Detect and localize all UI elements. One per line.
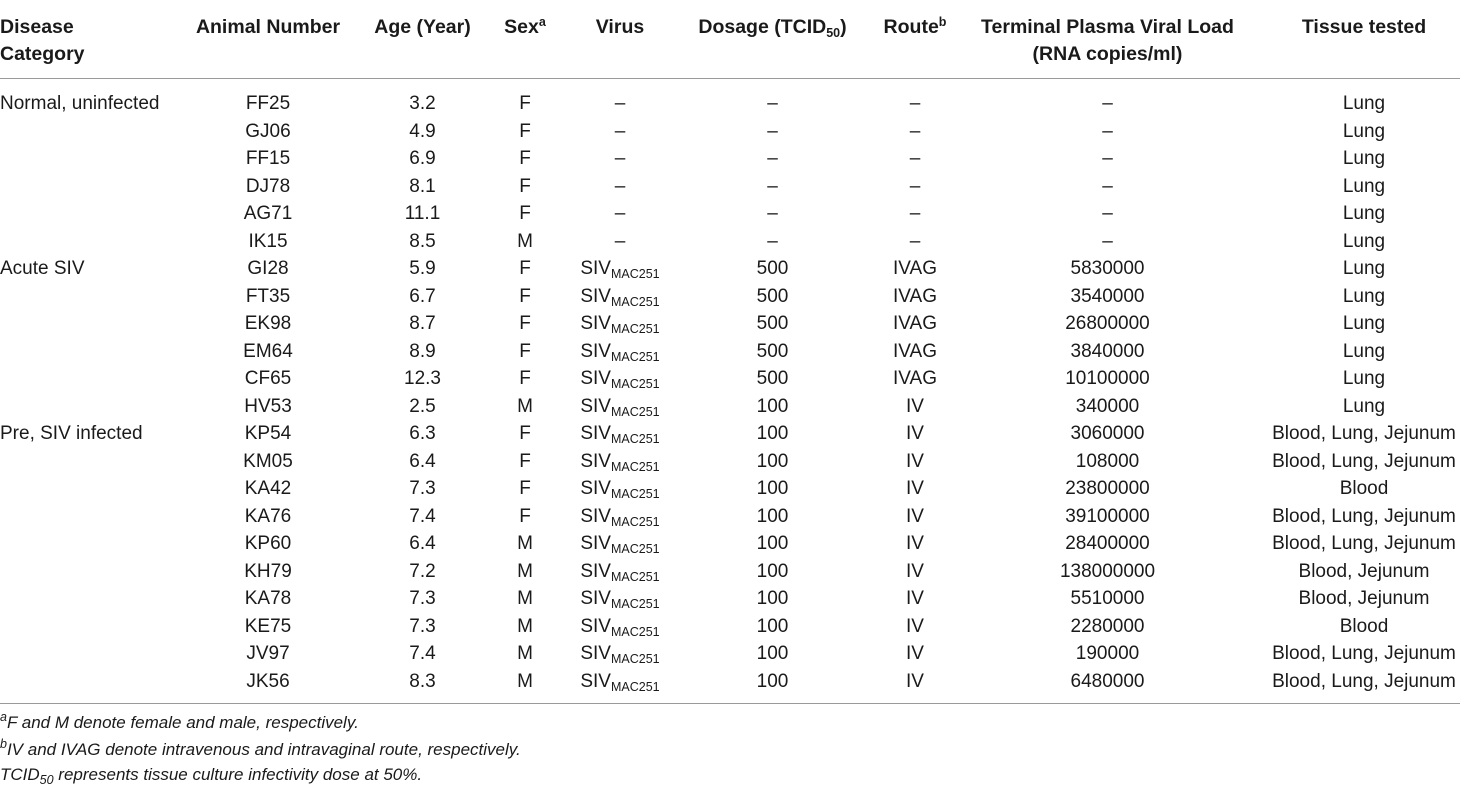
cell-tissue-tested: Lung xyxy=(1342,230,1386,252)
cell-tissue-tested: Blood, Lung, Jejunum xyxy=(1272,533,1456,554)
header-tissue-tested: Tissue tested xyxy=(1301,16,1427,38)
cell-viral-load: 3540000 xyxy=(1070,285,1145,307)
cell-viral-load: 2280000 xyxy=(1070,615,1145,637)
cell-age: 3.2 xyxy=(409,93,436,114)
cell-route: – xyxy=(909,230,921,252)
cell-animal-number: KA42 xyxy=(244,478,292,499)
cell-route: IV xyxy=(906,533,924,554)
cell-tissue-tested: Lung xyxy=(1342,258,1386,279)
cell-virus xyxy=(560,530,680,558)
virus-name: SIV xyxy=(580,285,611,307)
cell-dosage: 500 xyxy=(756,313,789,334)
virus-strain-subscript: MAC251 xyxy=(610,624,660,639)
cell-dosage: 500 xyxy=(756,340,789,362)
header-route-text: Route xyxy=(883,16,939,38)
cell-sex: F xyxy=(519,285,531,307)
cell-tissue-tested: Blood, Jejunum xyxy=(1298,588,1430,609)
cell-route: IV xyxy=(906,450,924,472)
table-row xyxy=(0,255,1460,283)
table-row xyxy=(0,558,1460,586)
header-virus: Virus xyxy=(595,16,645,38)
cell-animal-number: JV97 xyxy=(246,643,290,664)
cell-virus xyxy=(560,228,680,256)
cell-tissue-tested: Blood, Lung, Jejunum xyxy=(1272,505,1456,527)
table-row xyxy=(0,200,1460,228)
header-route xyxy=(870,14,960,41)
cell-tissue-tested: Blood, Lung, Jejunum xyxy=(1272,643,1456,664)
cell-age: 8.9 xyxy=(409,340,436,362)
cell-route: IV xyxy=(906,643,924,664)
cell-virus xyxy=(560,503,680,531)
cell-dosage: 100 xyxy=(756,423,789,444)
header-dosage-text: Dosage (TCID xyxy=(698,16,827,38)
cell-route: IV xyxy=(906,588,924,609)
cell-sex: F xyxy=(519,148,531,169)
cell-disease-category: Acute SIV xyxy=(0,258,85,279)
table-row xyxy=(0,90,1460,118)
cell-animal-number: FF25 xyxy=(245,93,291,114)
cell-tissue-tested: Lung xyxy=(1342,203,1386,224)
cell-route: IVAG xyxy=(893,313,937,334)
cell-viral-load: – xyxy=(1102,203,1113,224)
cell-viral-load: – xyxy=(1102,93,1113,114)
cell-route: IVAG xyxy=(893,340,937,362)
cell-age: 6.3 xyxy=(409,423,436,444)
cell-dosage: 100 xyxy=(756,450,789,472)
cell-dosage: 500 xyxy=(756,258,789,279)
table-row xyxy=(0,613,1460,641)
footnote-a-mark: a xyxy=(0,710,7,724)
cell-animal-number: KE75 xyxy=(244,615,292,637)
cell-animal-number: KA78 xyxy=(244,588,292,609)
header-sex-text: Sex xyxy=(504,16,539,38)
table-row xyxy=(0,228,1460,256)
cell-viral-load: 340000 xyxy=(1075,395,1140,417)
virus-name: SIV xyxy=(580,450,611,472)
header-age: Age (Year) xyxy=(374,16,471,38)
cell-viral-load: 23800000 xyxy=(1065,478,1150,499)
cell-age: 7.2 xyxy=(409,560,436,582)
table-row xyxy=(0,365,1460,393)
virus-strain-subscript: MAC251 xyxy=(610,322,660,336)
cell-age: 8.1 xyxy=(409,175,436,197)
cell-viral-load: 138000000 xyxy=(1059,560,1156,582)
cell-animal-number: CF65 xyxy=(244,368,292,389)
cell-animal-number: FF15 xyxy=(245,148,291,169)
virus-strain-subscript: MAC251 xyxy=(610,459,660,474)
table-body xyxy=(0,90,1460,695)
cell-dosage: 100 xyxy=(756,478,789,499)
cell-virus xyxy=(560,393,680,421)
footnote-a xyxy=(0,712,359,734)
cell-route: IV xyxy=(906,670,924,692)
cell-age: 8.3 xyxy=(409,670,436,692)
cell-virus xyxy=(560,200,680,228)
table-row xyxy=(0,338,1460,366)
table-row xyxy=(0,503,1460,531)
cell-sex: M xyxy=(517,615,533,637)
cell-sex: M xyxy=(517,230,533,252)
table-row xyxy=(0,118,1460,146)
virus-name: – xyxy=(614,203,626,224)
cell-route: – xyxy=(909,203,921,224)
footnote-tcid-sub: 50 xyxy=(39,773,54,787)
cell-dosage: 100 xyxy=(756,560,789,582)
cell-route: – xyxy=(909,93,921,114)
cell-viral-load: 5510000 xyxy=(1070,588,1145,609)
table-row xyxy=(0,420,1460,448)
footnote-a-text: F and M denote female and male, respectively. xyxy=(6,713,359,732)
cell-tissue-tested: Blood, Lung, Jejunum xyxy=(1272,423,1456,444)
cell-animal-number: KH79 xyxy=(244,560,292,582)
cell-sex: F xyxy=(519,478,531,499)
table-row xyxy=(0,173,1460,201)
cell-tissue-tested: Lung xyxy=(1342,340,1386,362)
cell-animal-number: KP54 xyxy=(244,423,292,444)
virus-name: SIV xyxy=(580,533,611,554)
cell-age: 8.7 xyxy=(409,313,436,334)
cell-animal-number: KP60 xyxy=(244,533,292,554)
header-animal-number: Animal Number xyxy=(195,16,341,38)
cell-dosage: – xyxy=(767,148,778,169)
header-sex-footnote-mark: a xyxy=(538,15,546,29)
cell-age: 6.9 xyxy=(409,148,436,169)
cell-dosage: 100 xyxy=(756,533,789,554)
virus-name: SIV xyxy=(580,423,611,444)
table-row xyxy=(0,393,1460,421)
cell-dosage: 100 xyxy=(756,588,789,609)
virus-name: – xyxy=(614,175,626,197)
cell-animal-number: GJ06 xyxy=(245,120,291,142)
cell-age: 5.9 xyxy=(409,258,436,279)
cell-virus xyxy=(560,558,680,586)
cell-viral-load: 10100000 xyxy=(1065,368,1150,389)
cell-dosage: 100 xyxy=(756,395,789,417)
cell-viral-load: – xyxy=(1102,230,1113,252)
table-row xyxy=(0,640,1460,668)
cell-viral-load: 26800000 xyxy=(1065,313,1150,334)
cell-tissue-tested: Lung xyxy=(1342,175,1386,197)
header-viral-load-line2: (RNA copies/ml) xyxy=(1032,43,1183,65)
cell-virus xyxy=(560,90,680,118)
cell-route: – xyxy=(909,120,921,142)
virus-name: SIV xyxy=(580,643,611,664)
cell-viral-load: 190000 xyxy=(1075,643,1140,664)
cell-sex: F xyxy=(519,505,531,527)
cell-dosage: 100 xyxy=(756,643,789,664)
virus-name: SIV xyxy=(580,670,611,692)
table-row xyxy=(0,530,1460,558)
cell-tissue-tested: Lung xyxy=(1342,395,1386,417)
cell-disease-category: Pre, SIV infected xyxy=(0,423,143,444)
cell-virus xyxy=(560,283,680,311)
cell-sex: F xyxy=(519,93,531,114)
cell-virus xyxy=(560,365,680,393)
cell-route: IV xyxy=(906,395,924,417)
cell-route: IV xyxy=(906,478,924,499)
virus-strain-subscript: MAC251 xyxy=(610,377,660,391)
table-row xyxy=(0,145,1460,173)
table-bottom-divider xyxy=(0,703,1460,704)
cell-tissue-tested: Blood, Jejunum xyxy=(1298,560,1430,582)
cell-sex: F xyxy=(519,340,531,362)
cell-dosage: – xyxy=(767,230,778,252)
cell-age: 7.3 xyxy=(409,588,436,609)
cell-age: 6.4 xyxy=(409,533,436,554)
cell-sex: F xyxy=(519,203,531,224)
virus-name: SIV xyxy=(580,258,611,279)
cell-sex: M xyxy=(517,670,533,692)
cell-age: 6.7 xyxy=(409,285,436,307)
header-dosage-sub: 50 xyxy=(826,26,841,40)
cell-disease-category: Normal, uninfected xyxy=(0,93,160,114)
cell-sex: F xyxy=(519,450,531,472)
footnote-b-text: IV and IVAG denote intravenous and intravaginal route, respectively. xyxy=(6,740,521,759)
cell-sex: F xyxy=(519,423,531,444)
footnote-b-mark: b xyxy=(0,737,7,751)
cell-age: 11.1 xyxy=(404,203,441,224)
virus-strain-subscript: MAC251 xyxy=(610,404,660,419)
table-row xyxy=(0,448,1460,476)
cell-animal-number: EK98 xyxy=(244,313,292,334)
header-sex xyxy=(490,14,560,41)
cell-viral-load: 28400000 xyxy=(1065,533,1150,554)
virus-strain-subscript: MAC251 xyxy=(610,542,660,556)
virus-name: SIV xyxy=(580,560,611,582)
cell-virus xyxy=(560,338,680,366)
cell-animal-number: FT35 xyxy=(245,285,291,307)
cell-sex: F xyxy=(519,175,531,197)
cell-virus xyxy=(560,448,680,476)
virus-name: SIV xyxy=(580,478,611,499)
cell-virus xyxy=(560,640,680,668)
cell-route: – xyxy=(909,175,921,197)
cell-animal-number: KA76 xyxy=(244,505,292,527)
cell-route: IV xyxy=(906,560,924,582)
virus-strain-subscript: MAC251 xyxy=(610,597,660,611)
cell-virus xyxy=(560,173,680,201)
virus-strain-subscript: MAC251 xyxy=(610,514,660,529)
virus-strain-subscript: MAC251 xyxy=(610,487,660,501)
cell-sex: F xyxy=(519,120,531,142)
cell-tissue-tested: Lung xyxy=(1342,148,1386,169)
cell-route: IVAG xyxy=(893,258,937,279)
cell-tissue-tested: Blood xyxy=(1339,615,1389,637)
virus-name: SIV xyxy=(580,340,611,362)
cell-age: 4.9 xyxy=(409,120,436,142)
cell-route: IV xyxy=(906,505,924,527)
virus-name: SIV xyxy=(580,313,611,334)
cell-tissue-tested: Lung xyxy=(1342,285,1386,307)
cell-viral-load: 3840000 xyxy=(1070,340,1145,362)
cell-route: IV xyxy=(906,423,924,444)
cell-sex: F xyxy=(519,258,531,279)
cell-sex: M xyxy=(517,588,533,609)
cell-viral-load: – xyxy=(1102,120,1113,142)
cell-viral-load: – xyxy=(1102,175,1113,197)
header-disease-category: Disease Category xyxy=(0,16,85,65)
cell-viral-load: 108000 xyxy=(1075,450,1140,472)
cell-dosage: 100 xyxy=(756,505,789,527)
cell-dosage: 500 xyxy=(756,285,789,307)
header-divider xyxy=(0,78,1460,79)
header-viral-load-line1: Terminal Plasma Viral Load xyxy=(981,16,1234,38)
table-row xyxy=(0,283,1460,311)
cell-virus xyxy=(560,475,680,503)
cell-dosage: – xyxy=(767,93,778,114)
cell-age: 7.4 xyxy=(409,643,436,664)
header-dosage-close: ) xyxy=(840,16,847,38)
cell-virus xyxy=(560,668,680,696)
cell-dosage: – xyxy=(767,120,778,142)
table-row xyxy=(0,668,1460,696)
cell-age: 8.5 xyxy=(409,230,436,252)
cell-route: IV xyxy=(906,615,924,637)
cell-virus xyxy=(560,420,680,448)
table-row xyxy=(0,585,1460,613)
footnote-tcid xyxy=(0,764,422,786)
cell-animal-number: AG71 xyxy=(243,203,293,224)
footnote-tcid-text: represents tissue culture infectivity dose at 50%. xyxy=(53,765,423,784)
virus-strain-subscript: MAC251 xyxy=(610,432,660,446)
cell-viral-load: 39100000 xyxy=(1065,505,1150,527)
cell-animal-number: EM64 xyxy=(243,340,293,362)
cell-sex: F xyxy=(519,313,531,334)
cell-age: 7.3 xyxy=(409,615,436,637)
cell-animal-number: HV53 xyxy=(244,395,292,417)
cell-virus xyxy=(560,310,680,338)
cell-tissue-tested: Lung xyxy=(1342,93,1386,114)
virus-strain-subscript: MAC251 xyxy=(610,679,660,694)
virus-strain-subscript: MAC251 xyxy=(610,294,660,309)
cell-route: – xyxy=(909,148,921,169)
cell-virus xyxy=(560,145,680,173)
cell-animal-number: DJ78 xyxy=(245,175,291,197)
virus-name: SIV xyxy=(580,588,611,609)
cell-dosage: 500 xyxy=(756,368,789,389)
cell-tissue-tested: Blood xyxy=(1339,478,1389,499)
cell-virus xyxy=(560,255,680,283)
cell-animal-number: GI28 xyxy=(247,258,289,279)
virus-name: SIV xyxy=(580,395,611,417)
header-viral-load xyxy=(960,14,1255,68)
header-dosage xyxy=(685,14,860,41)
table-row xyxy=(0,475,1460,503)
cell-viral-load: 3060000 xyxy=(1070,423,1145,444)
cell-tissue-tested: Blood, Lung, Jejunum xyxy=(1272,670,1456,692)
table-row xyxy=(0,310,1460,338)
cell-age: 7.4 xyxy=(409,505,436,527)
cell-dosage: – xyxy=(767,175,778,197)
cell-age: 7.3 xyxy=(409,478,436,499)
cell-virus xyxy=(560,585,680,613)
cell-dosage: 100 xyxy=(756,615,789,637)
cell-tissue-tested: Lung xyxy=(1342,368,1386,389)
virus-name: SIV xyxy=(580,615,611,637)
cell-age: 12.3 xyxy=(404,368,441,389)
footnote-b xyxy=(0,739,521,761)
cell-animal-number: KM05 xyxy=(243,450,293,472)
cell-tissue-tested: Lung xyxy=(1342,120,1386,142)
cell-age: 6.4 xyxy=(409,450,436,472)
cell-sex: M xyxy=(517,395,533,417)
cell-sex: M xyxy=(517,560,533,582)
cell-sex: M xyxy=(517,643,533,664)
cell-viral-load: 5830000 xyxy=(1070,258,1145,279)
cell-viral-load: – xyxy=(1102,148,1113,169)
cell-animal-number: IK15 xyxy=(248,230,288,252)
virus-name: – xyxy=(614,230,626,252)
cell-tissue-tested: Blood, Lung, Jejunum xyxy=(1272,450,1456,472)
cell-route: IVAG xyxy=(893,368,937,389)
header-route-footnote-mark: b xyxy=(938,15,947,29)
virus-strain-subscript: MAC251 xyxy=(610,349,660,364)
cell-tissue-tested: Lung xyxy=(1342,313,1386,334)
virus-strain-subscript: MAC251 xyxy=(610,267,660,281)
virus-name: – xyxy=(614,120,626,142)
cell-sex: F xyxy=(519,368,531,389)
cell-age: 2.5 xyxy=(409,395,436,417)
virus-name: SIV xyxy=(580,505,611,527)
cell-virus xyxy=(560,118,680,146)
cell-viral-load: 6480000 xyxy=(1070,670,1145,692)
footnote-tcid-prefix: TCID xyxy=(0,765,40,784)
cell-route: IVAG xyxy=(893,285,937,307)
virus-strain-subscript: MAC251 xyxy=(610,569,660,584)
cell-virus xyxy=(560,613,680,641)
virus-strain-subscript: MAC251 xyxy=(610,652,660,666)
table-header-row xyxy=(0,0,1460,78)
cell-dosage: – xyxy=(767,203,778,224)
virus-name: SIV xyxy=(580,368,611,389)
cell-sex: M xyxy=(517,533,533,554)
cell-animal-number: JK56 xyxy=(246,670,290,692)
virus-name: – xyxy=(614,148,626,169)
virus-name: – xyxy=(614,93,626,114)
cell-dosage: 100 xyxy=(756,670,789,692)
